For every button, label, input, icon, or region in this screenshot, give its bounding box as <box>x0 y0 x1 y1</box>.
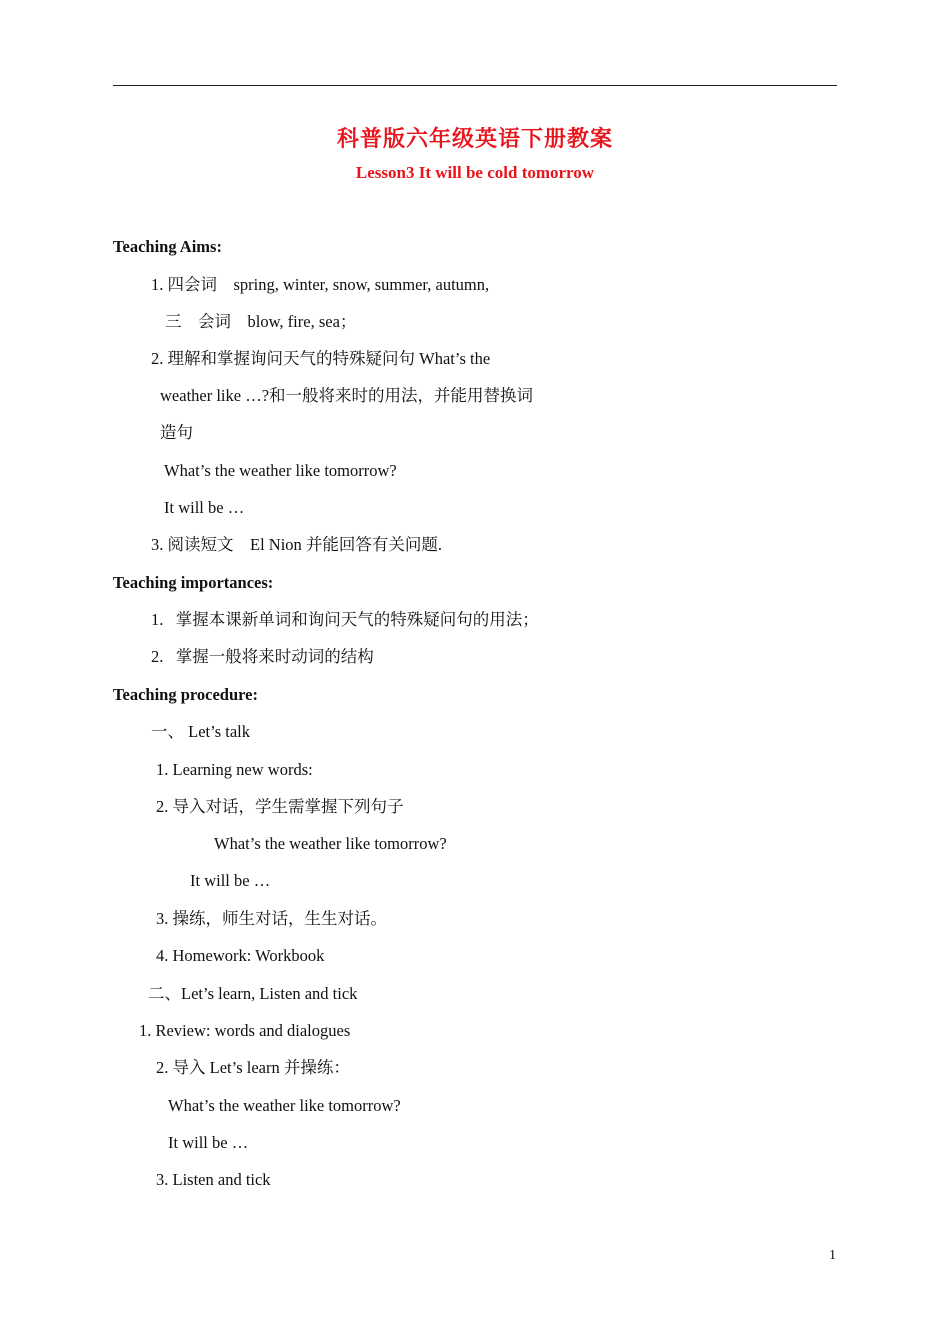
aims-line-1: 1. 四会词 spring, winter, snow, summer, autumn, <box>151 275 490 294</box>
teaching-procedure-heading: Teaching procedure: <box>113 685 258 704</box>
procedure-1-sentence-1: What’s the weather like tomorrow? <box>214 834 447 853</box>
importances-line-1: 1. 掌握本课新单词和询问天气的特殊疑问句的用法； <box>151 610 539 629</box>
lesson-subtitle: Lesson3 It will be cold tomorrow <box>355 163 595 182</box>
procedure-1-step-4: 4. Homework: Workbook <box>156 946 325 965</box>
aims-line-7: It will be … <box>164 498 245 517</box>
aims-line-4: weather like …?和一般将来时的用法，并能用替换词 <box>160 386 534 405</box>
aims-line-8: 3. 阅读短文 El Nion 并能回答有关问题. <box>151 535 443 554</box>
procedure-2-step-1: 1. Review: words and dialogues <box>139 1021 351 1040</box>
procedure-2-sentence-2: It will be … <box>168 1133 249 1152</box>
procedure-1-sentence-2: It will be … <box>190 871 271 890</box>
teaching-importances-heading: Teaching importances: <box>113 573 274 592</box>
aims-line-5: 造句 <box>160 423 193 442</box>
header-rule <box>113 85 837 86</box>
page-number: 1 <box>829 1248 836 1263</box>
aims-line-2: 三 会词 blow, fire, sea； <box>165 312 357 331</box>
procedure-section-2: 二、Let’s learn, Listen and tick <box>148 984 358 1003</box>
procedure-1-step-1: 1. Learning new words: <box>156 760 313 779</box>
document-title: 科普版六年级英语下册教案 <box>336 126 613 151</box>
procedure-section-1: 一、 Let’s talk <box>151 722 250 741</box>
aims-line-3: 2. 理解和掌握询问天气的特殊疑问句 What’s the <box>151 349 491 368</box>
procedure-1-step-2: 2. 导入对话，学生需掌握下列句子 <box>156 797 404 816</box>
importances-line-2: 2. 掌握一般将来时动词的结构 <box>151 647 374 666</box>
procedure-2-step-2: 2. 导入 Let’s learn 并操练： <box>156 1058 350 1077</box>
aims-line-6: What’s the weather like tomorrow? <box>164 461 397 480</box>
procedure-1-step-3: 3. 操练，师生对话，生生对话。 <box>156 909 387 928</box>
procedure-2-sentence-1: What’s the weather like tomorrow? <box>168 1096 401 1115</box>
teaching-aims-heading: Teaching Aims: <box>113 237 222 256</box>
procedure-2-step-3: 3. Listen and tick <box>156 1170 271 1189</box>
